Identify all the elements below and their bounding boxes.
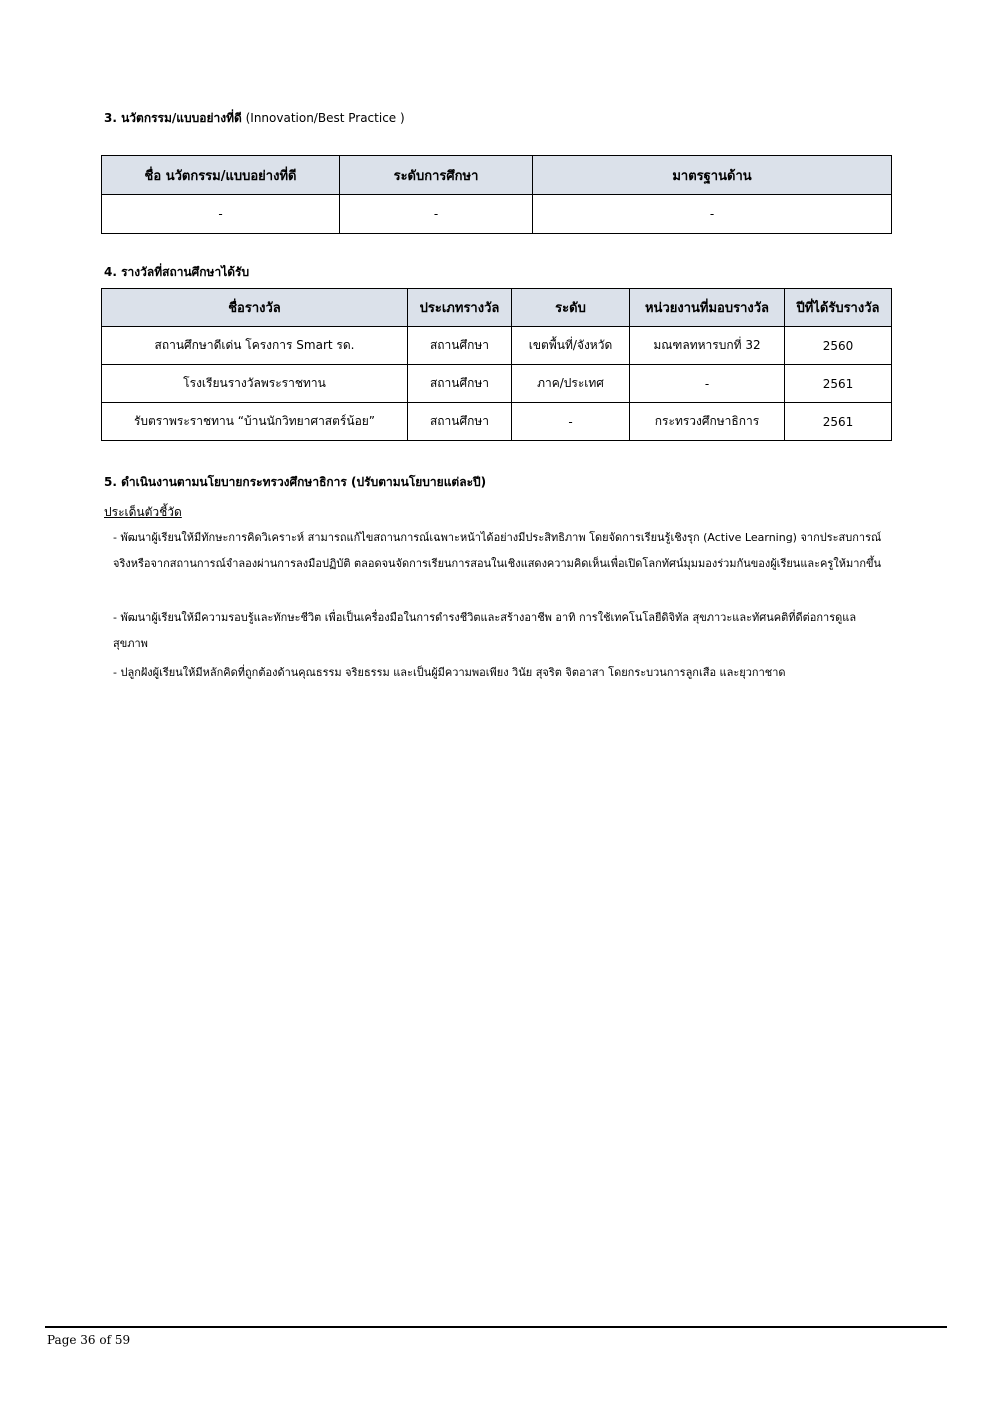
table-row [102, 195, 892, 234]
table-cell: - [512, 403, 630, 441]
column-header: ระดับ [512, 289, 630, 327]
page-number: Page 36 of 59 [47, 1333, 131, 1347]
table-cell: - [630, 365, 785, 403]
table-row [102, 403, 892, 441]
section-3-heading-bold: 3. นวัตกรรม/แบบอย่างที่ดี [104, 111, 242, 125]
table-row [102, 327, 892, 365]
table-cell: - [340, 195, 533, 234]
table-cell: มณฑลทหารบกที่ 32 [630, 327, 785, 365]
table-cell: 2560 [785, 327, 892, 365]
table-cell: กระทรวงศึกษาธิการ [630, 403, 785, 441]
table-cell: 2561 [785, 365, 892, 403]
section-5-heading: 5. ดำเนินงานตามนโยบายกระทรวงศึกษาธิการ (ปรับตามนโยบายแต่ละปี) [104, 475, 487, 489]
table-row [102, 365, 892, 403]
column-header: ปีที่ได้รับรางวัล [785, 289, 892, 327]
column-header: ประเภทรางวัล [408, 289, 512, 327]
table-cell: รับตราพระราชทาน “บ้านนักวิทยาศาสตร์น้อย” [102, 403, 408, 441]
policy-item: - พัฒนาผู้เรียนให้มีความรอบรู้และทักษะชีวิต เพื่อเป็นเครื่องมือในการดำรงชีวิตและสร้างอาชีพ อาทิ การใช้เทคโนโลยีดิจิทัล สุขภาวะและทัศนคติที่ดีต่อการดูแลสุขภาพ [113, 611, 857, 650]
table-cell: สถานศึกษาดีเด่น โครงการ Smart รด. [102, 327, 408, 365]
table-header-row [102, 289, 892, 327]
indicator-subheading: ประเด็นตัวชี้วัด [104, 505, 182, 519]
section-4-heading: 4. รางวัลที่สถานศึกษาได้รับ [104, 265, 250, 279]
table-cell: 2561 [785, 403, 892, 441]
awards-table [101, 288, 892, 441]
section-3-heading-plain: (Innovation/Best Practice ) [241, 111, 405, 125]
table-cell: ภาค/ประเทศ [512, 365, 630, 403]
table-header-row [102, 156, 892, 195]
innovation-table [101, 155, 892, 234]
policy-item: - ปลูกฝังผู้เรียนให้มีหลักคิดที่ถูกต้องด้านคุณธรรม จริยธรรม และเป็นผู้มีความพอเพียง วินัย สุจริต จิตอาสา โดยกระบวนการลูกเสือ และยุวกาชาด [113, 666, 786, 679]
column-header: มาตรฐานด้าน [533, 156, 892, 195]
table-cell: สถานศึกษา [408, 327, 512, 365]
table-cell: - [533, 195, 892, 234]
table-cell: สถานศึกษา [408, 365, 512, 403]
policy-item: - พัฒนาผู้เรียนให้มีทักษะการคิดวิเคราะห์ สามารถแก้ไขสถานการณ์เฉพาะหน้าได้อย่างมีประสิทธิภาพ โดยจัดการเรียนรู้เชิงรุก (Active Learning) จากประสบการณ์จริงหรือจากสถานการณ์จำลองผ่านการลงมือปฏิบัติ ตลอดจนจัดการเรียนการสอนในเชิงแสดงความคิดเห็นเพื่อเปิดโลกทัศน์มุมมองร่วมกันของผู้เรียนและครูให้มากขึ้น [113, 531, 882, 570]
column-header: ชื่อ นวัตกรรม/แบบอย่างที่ดี [102, 156, 340, 195]
column-header: ชื่อรางวัล [102, 289, 408, 327]
table-cell: สถานศึกษา [408, 403, 512, 441]
column-header: ระดับการศึกษา [340, 156, 533, 195]
table-cell: เขตพื้นที่/จังหวัด [512, 327, 630, 365]
section-3-heading [104, 109, 405, 128]
table-cell: โรงเรียนรางวัลพระราชทาน [102, 365, 408, 403]
column-header: หน่วยงานที่มอบรางวัล [630, 289, 785, 327]
table-cell: - [102, 195, 340, 234]
footer-divider [45, 1326, 947, 1328]
